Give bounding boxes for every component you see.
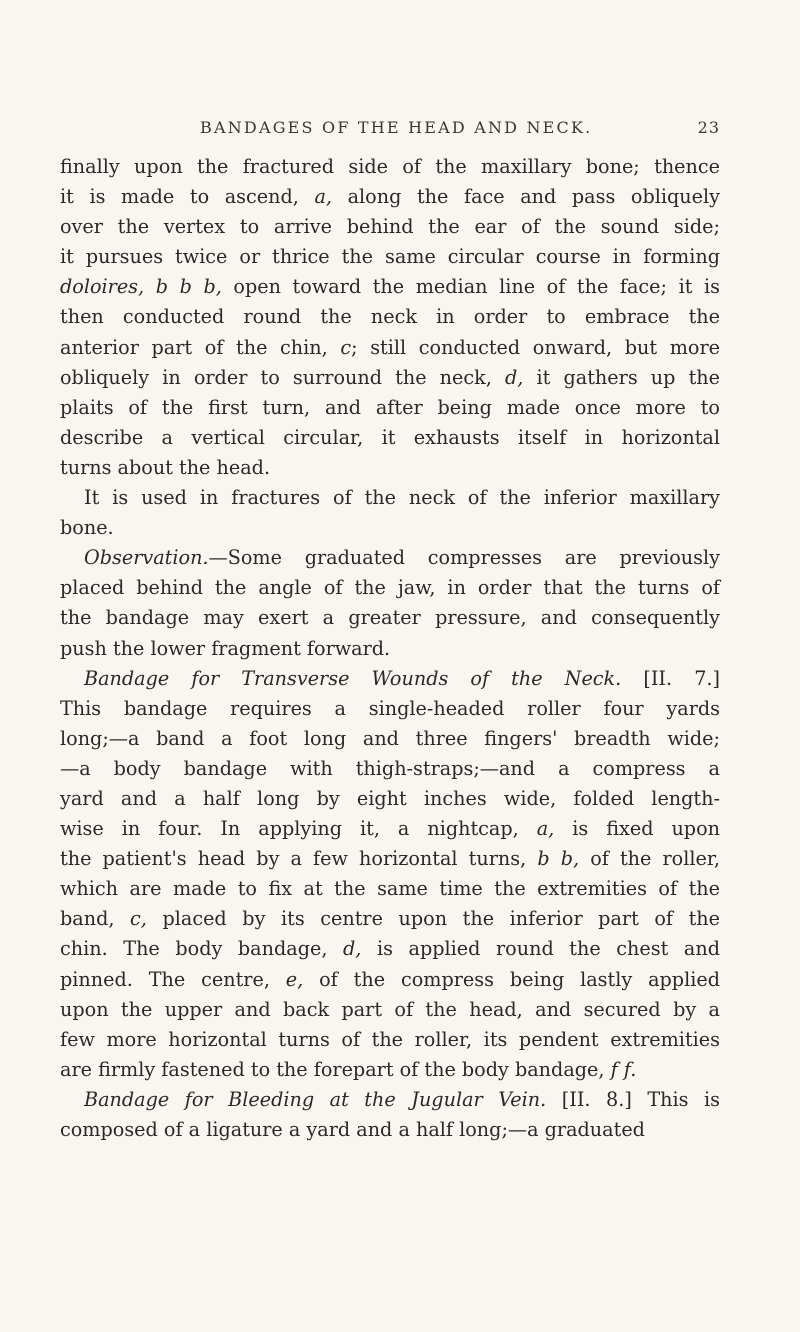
italic-text: d, xyxy=(505,365,524,389)
italic-text: Bandage for Transverse Wounds of the Neck. xyxy=(84,666,622,690)
text-line xyxy=(60,904,720,934)
text-run: is applied round the chest and xyxy=(361,937,720,961)
text-run: placed by its centre upon the inferior part of the xyxy=(146,907,721,931)
text-run: This bandage requires a single-headed roller four yards xyxy=(60,696,720,720)
text-run: —Some graduated compresses are previously xyxy=(208,546,720,570)
text-run: the bandage may exert a greater pressure, and consequently xyxy=(60,606,720,630)
text-run: —a body bandage with thigh-straps;—and a compress a xyxy=(60,756,720,780)
text-run: which are made to fix at the same time the extremities of the xyxy=(60,877,720,901)
italic-text: f f. xyxy=(610,1057,637,1081)
text-run: long;—a band a foot long and three fingers' breadth wide; xyxy=(60,726,720,750)
text-run: chin. The body bandage, xyxy=(60,937,343,961)
text-run: it gathers up the xyxy=(523,365,720,389)
text-line xyxy=(60,874,720,904)
text-run: yard and a half long by eight inches wide, folded length- xyxy=(60,786,720,810)
text-line xyxy=(60,844,720,874)
text-run: describe a vertical circular, it exhausts itself in horizontal xyxy=(60,425,720,449)
text-run: it pursues twice or thrice the same circular course in forming xyxy=(60,245,720,269)
text-line xyxy=(60,634,720,664)
italic-text: c xyxy=(340,335,352,359)
running-head xyxy=(200,118,720,137)
italic-text: e, xyxy=(285,967,304,991)
text-run: It is used in fractures of the neck of the inferior maxillary xyxy=(84,486,720,510)
text-line xyxy=(60,453,720,483)
text-run: anterior part of the chin, xyxy=(60,335,341,359)
text-run: few more horizontal turns of the roller, its pendent extremities xyxy=(60,1027,720,1051)
text-line xyxy=(60,995,720,1025)
text-line xyxy=(60,423,720,453)
text-run: then conducted round the neck in order to embrace the xyxy=(60,305,720,329)
running-head-title: BANDAGES OF THE HEAD AND NECK. xyxy=(200,118,593,137)
text-line xyxy=(60,664,720,694)
text-run: pinned. The centre, xyxy=(60,967,286,991)
text-line xyxy=(60,302,720,332)
text-line xyxy=(60,242,720,272)
text-run: plaits of the first turn, and after being made once more to xyxy=(60,395,720,419)
text-run: band, xyxy=(60,907,131,931)
text-line xyxy=(60,784,720,814)
text-line xyxy=(60,483,720,513)
text-run: are firmly fastened to the forepart of the body bandage, xyxy=(60,1057,611,1081)
page-number: 23 xyxy=(697,118,720,137)
text-run: placed behind the angle of the jaw, in order that the turns of xyxy=(60,576,720,600)
text-line xyxy=(60,272,720,302)
text-run: of the roller, xyxy=(579,847,721,871)
text-line xyxy=(60,965,720,995)
text-line xyxy=(60,212,720,242)
text-line xyxy=(60,1115,720,1145)
text-run: finally upon the fractured side of the maxillary bone; thence xyxy=(60,155,720,178)
italic-text: Bandage for Bleeding at the Jugular Vein. xyxy=(84,1087,547,1111)
italic-text: Observation. xyxy=(84,546,209,570)
text-line xyxy=(60,814,720,844)
text-run: ; still conducted onward, but more xyxy=(351,335,720,359)
text-line xyxy=(60,1055,720,1085)
text-line xyxy=(60,573,720,603)
text-run: open toward the median line of the face; it is xyxy=(221,275,720,299)
italic-text: doloires, b b b, xyxy=(60,275,222,299)
italic-text: a, xyxy=(314,185,333,209)
text-line xyxy=(60,934,720,964)
text-run: [II. 7.] xyxy=(621,666,720,690)
text-line xyxy=(60,182,720,212)
italic-text: a, xyxy=(536,817,555,841)
body-text xyxy=(60,152,720,1145)
italic-text: b b, xyxy=(537,847,580,871)
text-run: the patient's head by a few horizontal turns, xyxy=(60,847,538,871)
text-run: composed of a ligature a yard and a half long;—a graduated xyxy=(60,1118,645,1141)
text-line xyxy=(60,333,720,363)
text-line xyxy=(60,724,720,754)
text-line xyxy=(60,754,720,784)
text-run: turns about the head. xyxy=(60,455,271,479)
italic-text: d, xyxy=(343,937,362,961)
italic-text: c, xyxy=(130,907,147,931)
text-run: along the face and pass obliquely xyxy=(332,185,720,209)
text-line xyxy=(60,543,720,573)
text-line xyxy=(60,694,720,724)
text-line xyxy=(60,1085,720,1115)
text-run: obliquely in order to surround the neck, xyxy=(60,365,505,389)
text-line xyxy=(60,1025,720,1055)
text-run: of the compress being lastly applied xyxy=(303,967,720,991)
text-run: wise in four. In applying it, a nightcap, xyxy=(60,817,537,841)
text-run: upon the upper and back part of the head, and secured by a xyxy=(60,997,720,1021)
text-line xyxy=(60,393,720,423)
text-line xyxy=(60,363,720,393)
text-line xyxy=(60,152,720,182)
text-run: [II. 8.] This is xyxy=(546,1087,720,1111)
text-run: push the lower fragment forward. xyxy=(60,636,391,660)
text-run: bone. xyxy=(60,516,114,540)
text-run: it is made to ascend, xyxy=(60,185,315,209)
text-run: over the vertex to arrive behind the ear of the sound side; xyxy=(60,215,720,239)
text-line xyxy=(60,513,720,543)
text-line xyxy=(60,603,720,633)
text-run: is fixed upon xyxy=(554,817,720,841)
